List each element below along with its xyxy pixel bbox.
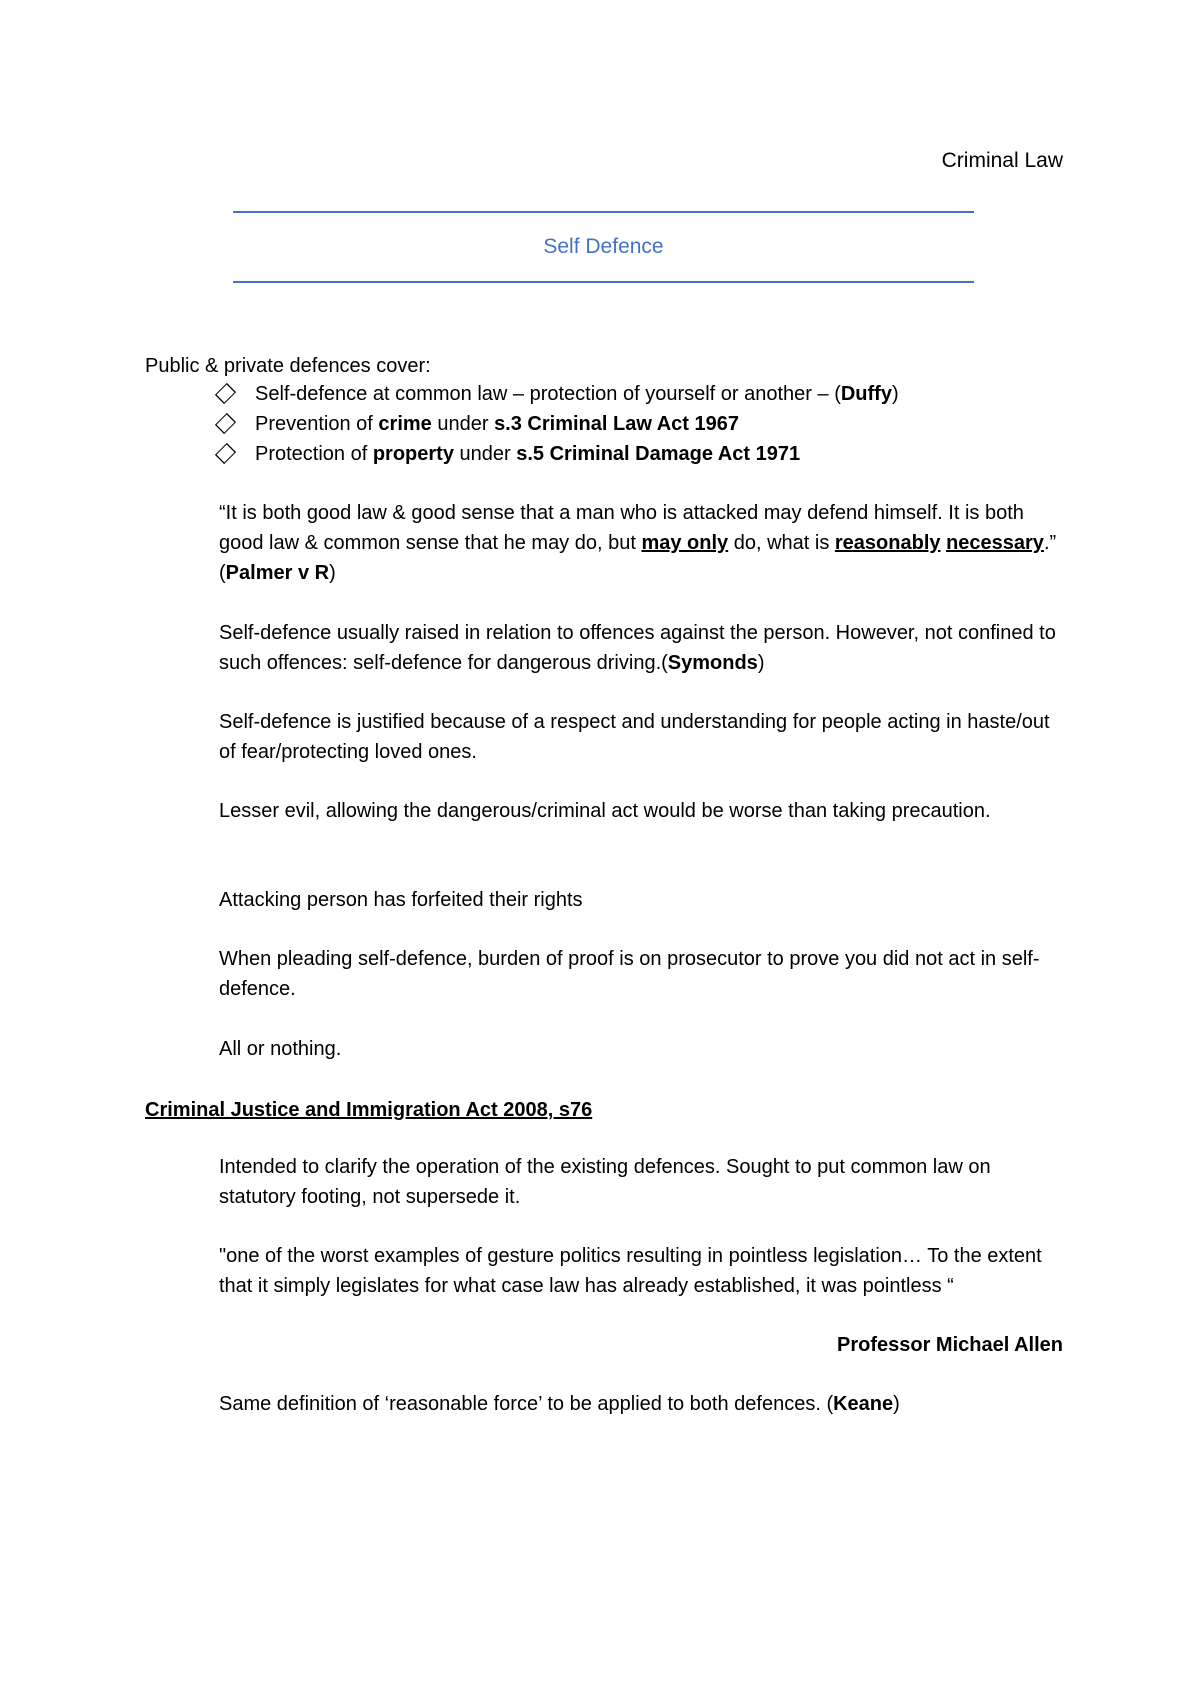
list-item: Protection of property under s.5 Criminal Damage Act 1971 (217, 439, 899, 469)
defences-list (217, 379, 899, 469)
palmer-quote: “It is both good law & good sense that a man who is attacked may defend himself. It is both good law & common sense that he may do, but may only do, what is reasonably necessary.” (Palmer v R) (219, 502, 1057, 584)
intro-text: Public & private defences cover: (145, 355, 431, 377)
title-rule-top (233, 211, 974, 213)
list-item: Prevention of crime under s.3 Criminal Law Act 1967 (217, 409, 899, 439)
title-rule-bottom (233, 281, 974, 283)
document-title: Self Defence (543, 235, 664, 258)
burden-paragraph: When pleading self-defence, burden of proof is on prosecutor to prove you did not act in self-defence. (219, 948, 1040, 1000)
diamond-bullet-icon (215, 413, 236, 434)
diamond-bullet-icon (215, 443, 236, 464)
allen-quote: "one of the worst examples of gesture politics resulting in pointless legislation… To the extent that it simply legislates for what case law has already established, it was pointless “ (219, 1245, 1042, 1297)
keane-paragraph: Same definition of ‘reasonable force’ to be applied to both defences. (Keane) (219, 1393, 900, 1415)
symonds-paragraph: Self-defence usually raised in relation to offences against the person. However, not confined to such offences: self-defence for dangerous driving.(Symonds) (219, 622, 1056, 674)
lesser-evil-paragraph: Lesser evil, allowing the dangerous/criminal act would be worse than taking precaution. (219, 800, 991, 822)
section-heading: Criminal Justice and Immigration Act 2008, s76 (145, 1099, 593, 1121)
clarify-paragraph: Intended to clarify the operation of the existing defences. Sought to put common law on statutory footing, not supersede it. (219, 1156, 991, 1208)
course-header: Criminal Law (941, 149, 1063, 172)
diamond-bullet-icon (215, 383, 236, 404)
justified-paragraph: Self-defence is justified because of a respect and understanding for people acting in haste/out of fear/protecting loved ones. (219, 711, 1050, 763)
all-or-nothing-paragraph: All or nothing. (219, 1038, 342, 1060)
list-item: Self-defence at common law – protection of yourself or another – (Duffy) (217, 379, 899, 409)
forfeited-paragraph: Attacking person has forfeited their rights (219, 889, 583, 911)
quote-attribution: Professor Michael Allen (837, 1334, 1063, 1356)
